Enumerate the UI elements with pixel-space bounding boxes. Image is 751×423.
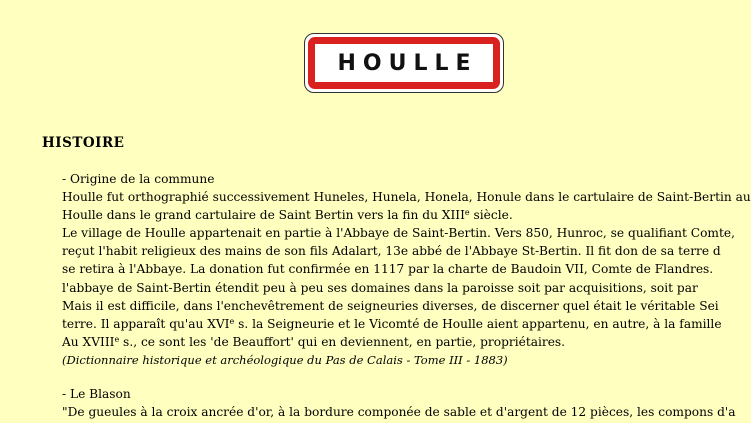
histoire-content [62, 170, 751, 421]
origine-heading: - Origine de la commune [62, 172, 215, 186]
paragraph-gap [62, 369, 680, 385]
origine-line: Mais il est difficile, dans l'enchevêtrement de seigneuries diverses, de discerner quel était le véritable Sei [62, 298, 719, 313]
town-name: HOULLE [337, 50, 478, 76]
origine-line: reçut l'habit religieux des mains de son fils Adalart, 13e abbé de l'Abbaye St-Bertin. Il fit don de sa terre d [62, 244, 721, 259]
section-title-histoire: HISTOIRE [42, 135, 125, 151]
origine-line: Au XVIIIe s., ce sont les 'de Beauffort' qui en deviennent, en partie, propriétaires. [62, 334, 566, 349]
origine-line: Houlle fut orthographié successivement Huneles, Hunela, Honela, Honule dans le cartulaire de Saint-Bertin au [62, 190, 751, 205]
town-sign [304, 33, 504, 93]
origine-source-citation: (Dictionnaire historique et archéologique du Pas de Calais - Tome III - 1883) [62, 352, 508, 367]
origine-line: l'abbaye de Saint-Bertin étendit peu à peu ses domaines dans la paroisse soit par acquisitions, soit par [62, 280, 698, 295]
origine-line: Le village de Houlle appartenait en partie à l'Abbaye de Saint-Bertin. Vers 850, Hunroc, se qualifiant Comte, [62, 226, 735, 241]
blason-line: "De gueules à la croix ancrée d'or, à la bordure componée de sable et d'argent de 12 pièces, les compons d'a [62, 405, 736, 420]
origine-line: terre. Il apparaît qu'au XVIe s. la Seigneurie et le Vicomté de Houlle aient appartenu, en autre, à la famille [62, 316, 722, 331]
town-sign-border [308, 37, 500, 89]
blason-heading: - Le Blason [62, 387, 131, 402]
origine-line: se retira à l'Abbaye. La donation fut confirmée en 1117 par la charte de Baudoin VII, Comte de Flandres. [62, 262, 714, 277]
origine-line: Houlle dans le grand cartulaire de Saint Bertin vers la fin du XIIIe siècle. [62, 208, 513, 223]
